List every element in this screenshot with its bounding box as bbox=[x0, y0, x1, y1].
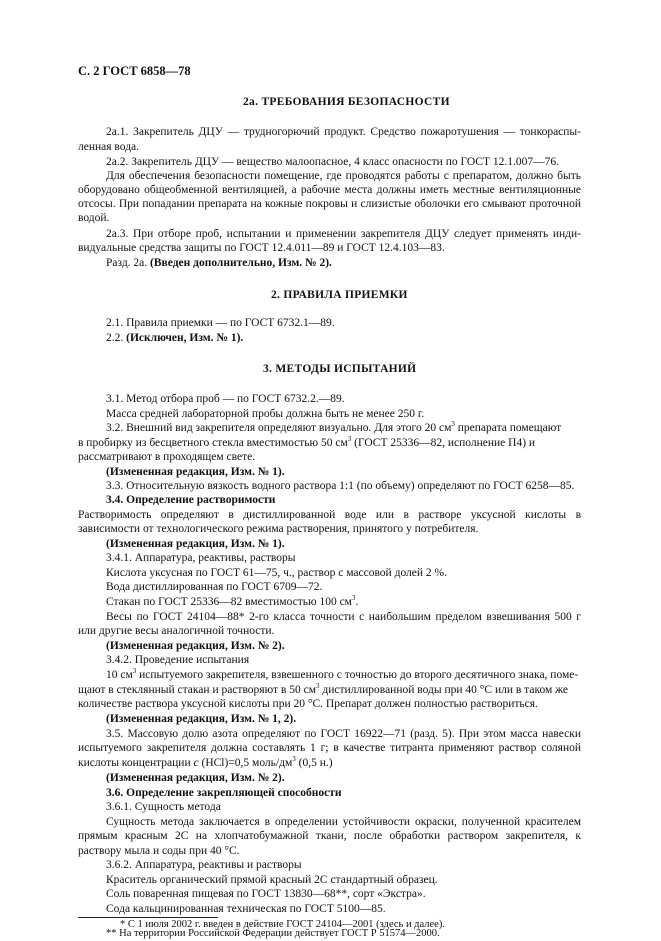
amendment-note-2: (Измененная редакция, Изм. № 1). bbox=[106, 538, 285, 550]
reagent-dye: Краситель органический прямой красный 2С стандартный образец. bbox=[106, 874, 438, 886]
amendment-note-5: (Измененная редакция, Изм. № 2). bbox=[106, 772, 285, 784]
unit-superscript: 3 bbox=[451, 420, 455, 429]
paragraph-2-2 bbox=[106, 331, 243, 345]
paragraph-3-4-2-line3: количестве раствора уксусной кислоты при 20 °С. Препарат должен полностью раствориться. bbox=[78, 698, 538, 710]
paragraph-3-2-line1 bbox=[106, 421, 561, 435]
paragraph-3-4-2-line1-start: 10 см bbox=[106, 669, 133, 681]
paragraph-3-5-line3-text: кислоты концентрации bbox=[78, 757, 194, 769]
paragraph-2a2-line5: водой. bbox=[78, 212, 110, 224]
section-2-title: 2. ПРАВИЛА ПРИЕМКИ bbox=[271, 289, 408, 301]
paragraph-2-2-number: 2.2. bbox=[106, 332, 124, 344]
section-2a-note-prefix: Разд. 2а. bbox=[106, 257, 148, 269]
paragraph-3-6-1: 3.6.1. Сущность метода bbox=[106, 801, 221, 813]
reagent-soda: Сода кальцинированная техническая по ГОСТ 5100—85. bbox=[106, 903, 386, 915]
paragraph-2a1-line1: 2а.1. Закрепитель ДЦУ — трудногорючий продукт. Средство пожаротушения — тонкораспы- bbox=[106, 126, 581, 138]
concentration-symbol: c bbox=[193, 757, 199, 769]
paragraph-3-5-line3-formula: (HCl)=0,5 моль/дм bbox=[198, 757, 293, 769]
footnote-1: * С 1 июля 2002 г. введен в действие ГОСТ 24104—2001 (здесь и далее). bbox=[120, 919, 445, 930]
paragraph-3-4-2-line1-text: испытуемого закрепителя, взвешенного с точностью до второго десятичного знака, поме- bbox=[136, 669, 579, 681]
apparatus-beaker bbox=[106, 595, 358, 609]
apparatus-beaker-end: . bbox=[355, 596, 359, 608]
paragraph-3-6-1-line3: раствору мыла и соды при 40 °С. bbox=[78, 845, 240, 857]
reagent-salt: Соль поваренная пищевая по ГОСТ 13830—68**, сорт «Экстра». bbox=[106, 888, 426, 900]
paragraph-3-6-1-line2: прямым красным 2С на хлопчатобумажной ткани, после обработки раствором закрепителя, к bbox=[78, 830, 581, 842]
paragraph-3-1-mass: Масса средней лабораторной пробы должна быть не менее 250 г. bbox=[106, 408, 425, 420]
unit-superscript: 3 bbox=[132, 667, 137, 676]
amendment-note-1: (Измененная редакция, Изм. № 1). bbox=[106, 466, 285, 478]
paragraph-2a2-line2: Для обеспечения безопасности помещение, где проводятся работы с препаратом, должно быть bbox=[106, 170, 581, 182]
section-3-title: 3. МЕТОДЫ ИСПЫТАНИЙ bbox=[263, 363, 417, 375]
paragraph-3-4-2-line2 bbox=[78, 683, 568, 697]
paragraph-3-4-2-line2-text: щают в стеклянный стакан и растворяют в 50 см bbox=[78, 684, 316, 696]
paragraph-3-2-line1-text: 3.2. Внешний вид закрепителя определяют визуально. Для этого 20 см bbox=[106, 422, 452, 434]
unit-superscript: 3 bbox=[292, 755, 296, 764]
amendment-note-3: (Измененная редакция, Изм. № 2). bbox=[106, 640, 285, 652]
paragraph-3-6-title: 3.6. Определение закрепляющей способности bbox=[106, 787, 342, 799]
paragraph-2a3-line1: 2а.3. При отборе проб, испытании и применении закрепителя ДЦУ следует применять инди- bbox=[106, 228, 581, 240]
paragraph-2a2-line1: 2а.2. Закрепитель ДЦУ — вещество малоопасное, 4 класс опасности по ГОСТ 12.1.007—76. bbox=[106, 156, 559, 168]
apparatus-scales-line2: или другие весы аналогичной точности. bbox=[78, 625, 275, 637]
paragraph-2-2-note: (Исключен, Изм. № 1). bbox=[126, 332, 244, 344]
paragraph-3-1: 3.1. Метод отбора проб — по ГОСТ 6732.2.—89. bbox=[106, 393, 345, 405]
page-header: С. 2 ГОСТ 6858—78 bbox=[78, 64, 191, 78]
paragraph-2-1: 2.1. Правила приемки — по ГОСТ 6732.1—89. bbox=[106, 317, 335, 329]
apparatus-scales-line1: Весы по ГОСТ 24104—88* 2-го класса точности с наибольшим пределом взвешивания 500 г bbox=[106, 611, 581, 623]
paragraph-3-5-line3-end: (0,5 н.) bbox=[295, 757, 333, 769]
paragraph-3-4-title: 3.4. Определение растворимости bbox=[106, 494, 276, 506]
paragraph-2a2-line3: оборудовано общеобменной вентиляцией, а рабочие места должны иметь местные вентиляционные bbox=[78, 184, 581, 196]
paragraph-3-4-1: 3.4.1. Аппаратура, реактивы, растворы bbox=[106, 552, 296, 564]
paragraph-3-5-line1: 3.5. Массовую долю азота определяют по ГОСТ 16922—71 (разд. 5). При этом масса навески bbox=[106, 728, 581, 740]
paragraph-3-4-line1: Растворимость определяют в дистиллированной воде или в растворе уксусной кислоты в bbox=[78, 509, 581, 521]
section-2a-note bbox=[106, 256, 332, 270]
paragraph-3-5-line2: испытуемого закрепителя должна составлять 1 г; в качестве титранта применяют раствор соляной bbox=[78, 742, 581, 754]
section-2a-title: 2а. ТРЕБОВАНИЯ БЕЗОПАСНОСТИ bbox=[243, 96, 450, 108]
reagent-distilled-water: Вода дистиллированная по ГОСТ 6709—72. bbox=[106, 581, 323, 593]
paragraph-3-3: 3.3. Относительную вязкость водного раствора 1:1 (по объему) определяют по ГОСТ 6258—85. bbox=[106, 480, 575, 492]
unit-superscript: 3 bbox=[347, 435, 352, 444]
reagent-acetic-acid: Кислота уксусная по ГОСТ 61—75, ч., раствор с массовой долей 2 %. bbox=[106, 567, 447, 579]
paragraph-3-2-line2 bbox=[78, 436, 535, 450]
paragraph-3-6-1-line1: Сущность метода заключается в определении устойчивости окраски, полученной красителем bbox=[106, 816, 581, 828]
paragraph-3-4-2-line1 bbox=[106, 668, 578, 682]
paragraph-2a1-line2: ленная вода. bbox=[78, 141, 140, 153]
section-2a-note-text: (Введен дополнительно, Изм. № 2). bbox=[150, 257, 332, 269]
paragraph-3-5-line3 bbox=[78, 756, 333, 770]
unit-superscript: 3 bbox=[351, 594, 356, 603]
apparatus-beaker-text: Стакан по ГОСТ 25336—82 вместимостью 100 см bbox=[106, 596, 352, 608]
paragraph-3-2-line2-text: в пробирку из бесцветного стекла вместимостью 50 см bbox=[78, 437, 348, 449]
paragraph-3-4-2: 3.4.2. Проведение испытания bbox=[106, 654, 250, 666]
paragraph-2a3-line2: видуальные средства защиты по ГОСТ 12.4.011—89 и ГОСТ 12.4.103—83. bbox=[78, 242, 445, 254]
paragraph-3-4-line2: зависимости от технологического режима растворения, принятого у потребителя. bbox=[78, 523, 479, 535]
paragraph-2a2-line4: отсосы. При попадании препарата на кожные покровы и слизистые оболочки его смывают проточной bbox=[78, 198, 581, 210]
paragraph-3-2-line1-end: препарата помещают bbox=[454, 422, 562, 434]
unit-superscript: 3 bbox=[316, 682, 320, 691]
paragraph-3-4-2-line2-end: дистиллированной воды при 40 °С или в таком же bbox=[319, 684, 569, 696]
paragraph-3-6-2: 3.6.2. Аппаратура, реактивы и растворы bbox=[106, 859, 302, 871]
footnote-2: ** На территории Российской Федерации действует ГОСТ Р 51574—2000. bbox=[106, 928, 440, 939]
amendment-note-4: (Измененная редакция, Изм. № 1, 2). bbox=[106, 713, 297, 725]
paragraph-3-2-line2-end: (ГОСТ 25336—82, исполнение П4) и bbox=[351, 437, 536, 449]
paragraph-3-2-line3: рассматривают в проходящем свете. bbox=[78, 451, 256, 463]
